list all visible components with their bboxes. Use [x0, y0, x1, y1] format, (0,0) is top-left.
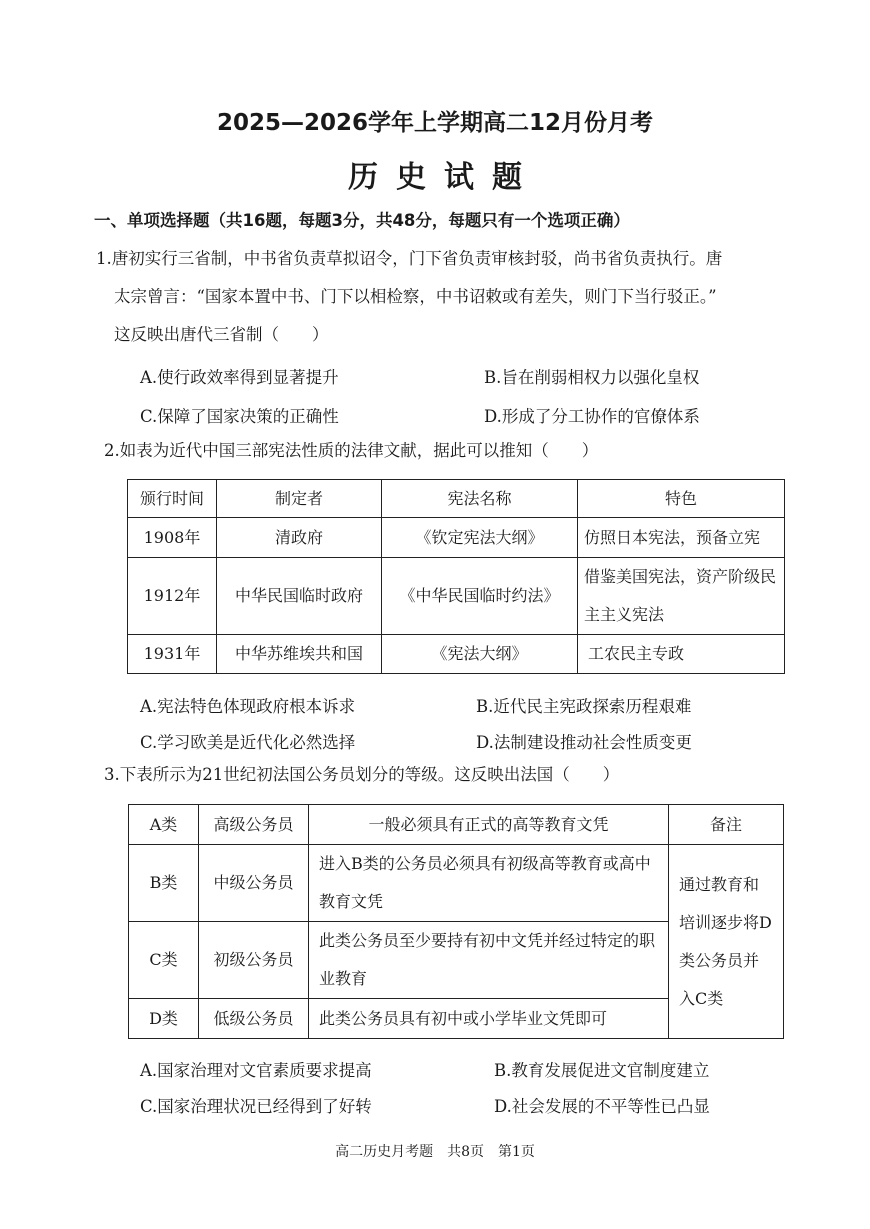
table-cell-feature: 仿照日本宪法，预备立宪	[578, 518, 785, 558]
table-cell-class: A类	[129, 805, 199, 845]
table-cell-requirement: 进入B类的公务员必须具有初级高等教育或高中教育文凭	[309, 845, 669, 922]
table-cell-class: D类	[129, 999, 199, 1039]
civil-servant-table	[128, 804, 784, 1039]
table-cell-feature: 借鉴美国宪法，资产阶级民主主义宪法	[578, 558, 785, 635]
table-cell-maker: 中华苏维埃共和国	[217, 635, 382, 674]
question-2-stem: 2.如表为近代中国三部宪法性质的法律文献，据此可以推知（ ）	[104, 441, 599, 460]
subject-title: 历史试题	[348, 160, 540, 195]
table-cell-year: 1912年	[128, 558, 217, 635]
page-footer: 高二历史月考题 共8页 第1页	[335, 1144, 535, 1160]
table-cell-class: C类	[129, 922, 199, 999]
table-row	[128, 635, 785, 674]
question-3-stem: 3.下表所示为21世纪初法国公务员划分的等级。这反映出法国（ ）	[104, 765, 620, 784]
table-header-cell: 颁行时间	[128, 480, 217, 518]
question-1-option-c[interactable]: C.保障了国家决策的正确性	[140, 407, 339, 426]
table-cell-level: 初级公务员	[199, 922, 309, 999]
table-row	[128, 558, 785, 635]
table-cell-requirement: 此类公务员至少要持有初中文凭并经过特定的职业教育	[309, 922, 669, 999]
table-cell-maker: 中华民国临时政府	[217, 558, 382, 635]
question-2-option-c[interactable]: C.学习欧美是近代化必然选择	[140, 733, 356, 752]
question-3-option-a[interactable]: A.国家治理对文官素质要求提高	[140, 1061, 372, 1080]
question-1-stem-line-1: 1.唐初实行三省制，中书省负责草拟诏令，门下省负责审核封驳，尚书省负责执行。唐	[96, 249, 723, 268]
table-cell-level: 低级公务员	[199, 999, 309, 1039]
table-header-cell: 特色	[578, 480, 785, 518]
table-header-note: 备注	[669, 805, 784, 845]
table-header-row	[128, 480, 785, 518]
question-1-option-d[interactable]: D.形成了分工协作的官僚体系	[484, 407, 700, 426]
table-cell-name: 《钦定宪法大纲》	[382, 518, 578, 558]
table-cell-maker: 清政府	[217, 518, 382, 558]
table-row	[128, 518, 785, 558]
question-2-option-a[interactable]: A.宪法特色体现政府根本诉求	[140, 697, 356, 716]
table-row	[129, 805, 784, 845]
table-row	[129, 845, 784, 922]
question-2-option-d[interactable]: D.法制建设推动社会性质变更	[476, 733, 692, 752]
question-3-option-c[interactable]: C.国家治理状况已经得到了好转	[140, 1097, 372, 1116]
table-cell-level: 中级公务员	[199, 845, 309, 922]
question-2-option-b[interactable]: B.近代民主宪政探索历程艰难	[476, 697, 692, 716]
table-cell-name: 《宪法大纲》	[382, 635, 578, 674]
table-cell-year: 1931年	[128, 635, 217, 674]
table-cell-name: 《中华民国临时约法》	[382, 558, 578, 635]
question-1-stem-line-3: 这反映出唐代三省制（ ）	[114, 325, 329, 344]
table-header-cell: 宪法名称	[382, 480, 578, 518]
table-cell-year: 1908年	[128, 518, 217, 558]
table-cell-feature: 工农民主专政	[578, 635, 785, 674]
table-header-cell: 制定者	[217, 480, 382, 518]
question-3-option-b[interactable]: B.教育发展促进文官制度建立	[494, 1061, 710, 1080]
question-1-option-b[interactable]: B.旨在削弱相权力以强化皇权	[484, 368, 700, 387]
table-cell-requirement: 一般必须具有正式的高等教育文凭	[309, 805, 669, 845]
section-heading: 一、单项选择题（共16题，每题3分，共48分，每题只有一个选项正确）	[94, 211, 630, 230]
table-cell-requirement: 此类公务员具有初中或小学毕业文凭即可	[309, 999, 669, 1039]
table-cell-class: B类	[129, 845, 199, 922]
constitution-table	[127, 479, 785, 674]
question-1-option-a[interactable]: A.使行政效率得到显著提升	[140, 368, 339, 387]
table-cell-level: 高级公务员	[199, 805, 309, 845]
question-1-stem-line-2: 太宗曾言：“国家本置中书、门下以相检察，中书诏敕或有差失，则门下当行驳正。”	[114, 287, 717, 306]
table-cell-note: 通过教育和培训逐步将D类公务员并入C类	[669, 845, 784, 1039]
question-3-option-d[interactable]: D.社会发展的不平等性已凸显	[494, 1097, 710, 1116]
exam-title: 2025—2026学年上学期高二12月份月考	[216, 110, 654, 136]
